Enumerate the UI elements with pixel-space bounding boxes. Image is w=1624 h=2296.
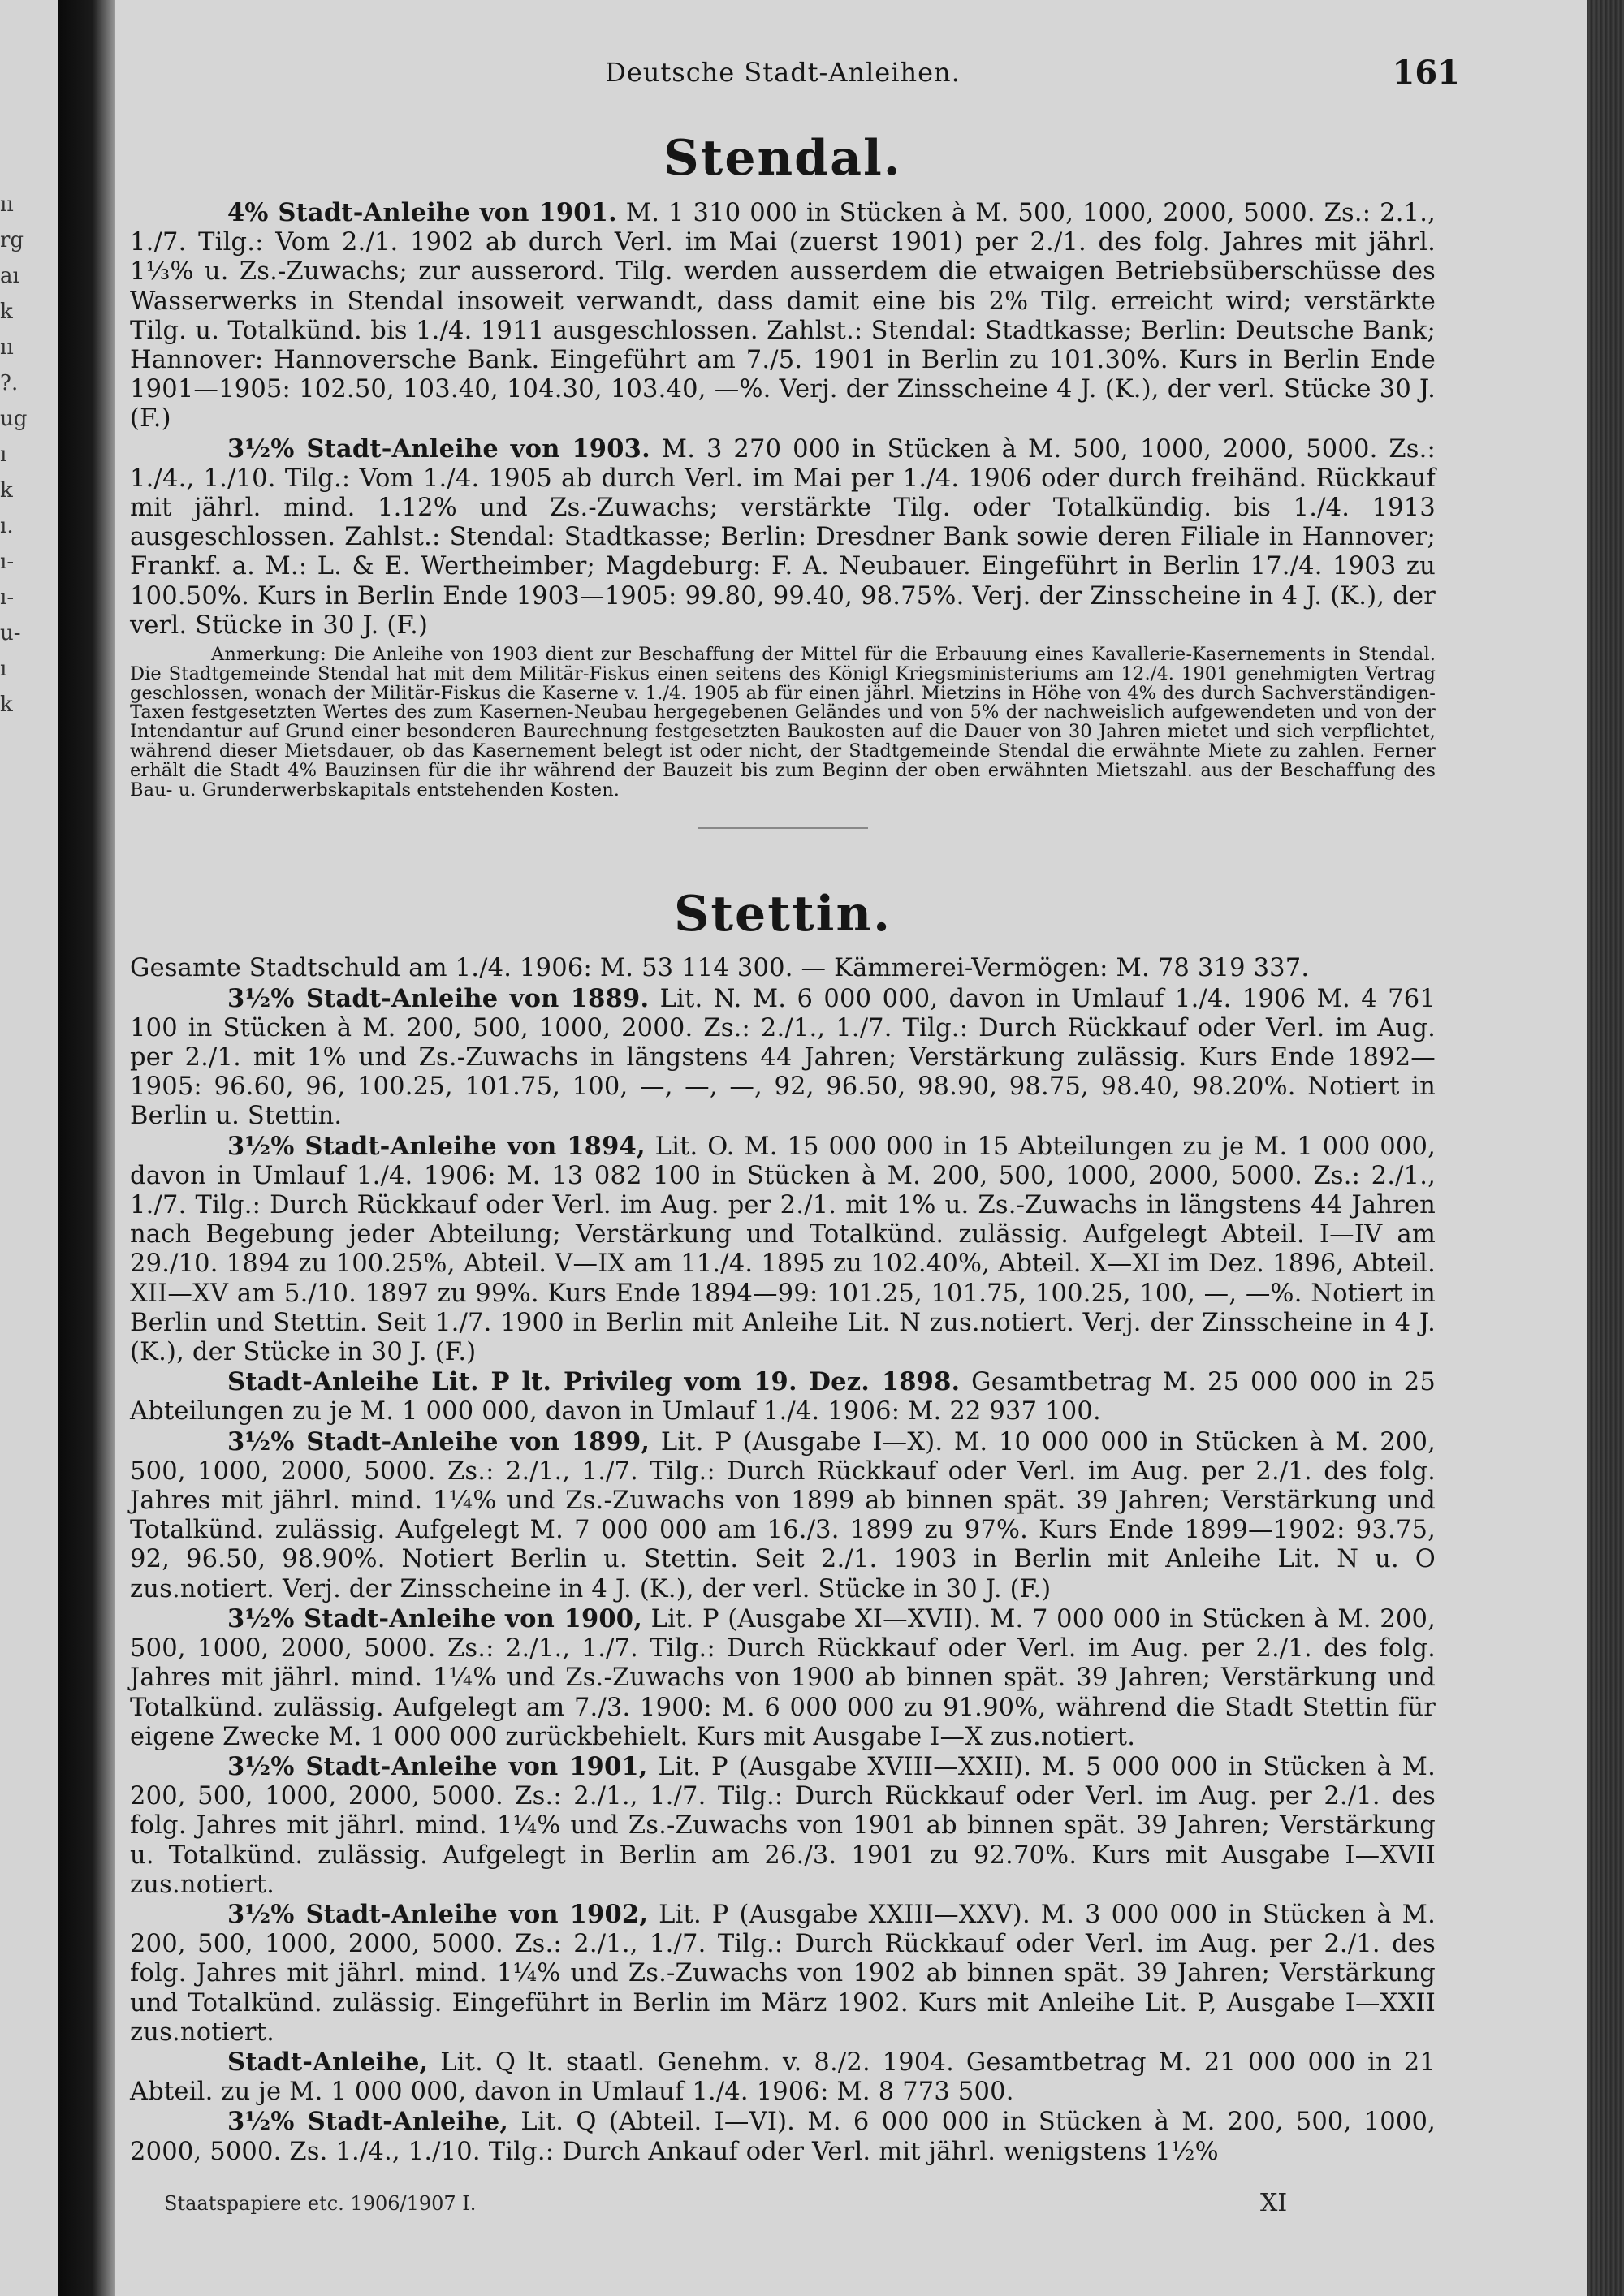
page-content	[130, 54, 1460, 2167]
loan-label: 3½% Stadt-Anleihe von 1894,	[227, 1131, 646, 1161]
loan-label: 3½% Stadt-Anleihe von 1899,	[227, 1426, 650, 1457]
loan-entry	[130, 1604, 1436, 1752]
loan-text: Lit. O. M. 15 000 000 in 15 Abteilungen zu je M. 1 000 000, davon in Umlauf 1./4. 1906: M. 13 082 100 in Stücken à M. 200, 500, 1000, 2000, 5000. Zs.: 2./1., 1./7. Tilg.: Durch Rückkauf oder Verl. im Aug. per 2./1. mit 1% u. Zs.-Zuwachs in längstens 44 Jahren nach Begebung jeder Abteilung; Verstärkung und Totalkünd. zulässig. Aufgelegt Abteil. I—IV am 29./10. 1894 zu 100.25%, Abteil. V—IX am 11./4. 1895 zu 102.40%, Abteil. X—XI im Dez. 1896, Abteil. XII—XV am 5./10. 1897 zu 99%. Kurs Ende 1894—99: 101.25, 101.75, 100.25, 100, —, —%. Notiert in Berlin und Stettin. Seit 1./7. 1900 in Berlin mit Anleihe Lit. N zus.notiert. Verj. der Zinsscheine in 4 J. (K.), der Stücke in 30 J. (F.)	[130, 1132, 1436, 1367]
loan-text: Lit. Q (Abteil. I—VI). M. 6 000 000 in Stücken à M. 200, 500, 1000, 2000, 5000. Zs. 1./4., 1./10. Tilg.: Durch Ankauf oder Verl. mit jährl. wenigstens 1½%	[130, 2108, 1436, 2166]
loan-text: Lit. P (Ausgabe XI—XVII). M. 7 000 000 in Stücken à M. 200, 500, 1000, 2000, 5000. Zs.: 2./1., 1./7. Tilg.: Durch Rückkauf oder Verl. im Aug. per 2./1. des folg. Jahres mit jährl. mind. 1¼% und Zs.-Zuwachs von 1900 ab binnen spät. 39 Jahren; Verstärkung und Totalkünd. zulässig. Aufgelegt am 7./3. 1900: M. 6 000 000 zu 91.90%, während die Stadt Stettin für eigene Zwecke M. 1 000 000 zurückbehielt. Kurs mit Ausgabe I—X zus.notiert.	[130, 1604, 1436, 1751]
book-page	[115, 0, 1587, 2296]
loan-text: M. 1 310 000 in Stücken à M. 500, 1000, 2000, 5000. Zs.: 2.1., 1./7. Tilg.: Vom 2./1. 1902 ab durch Verl. im Mai (zuerst 1901) per 2./1. des folg. Jahres mit jährl. 1⅓% u. Zs.-Zuwachs; zur ausserord. Tilg. werden ausserdem die etwaigen Betriebsüberschüsse des Wasserwerks in Stendal insoweit verwandt, dass damit eine bis 2% Tilg. erreicht wird; verstärkte Tilg. u. Totalkünd. bis 1./4. 1911 ausgeschlossen. Zahlst.: Stendal: Stadtkasse; Berlin: Deutsche Bank; Hannover: Hannoversche Bank. Eingeführt am 7./5. 1901 in Berlin zu 101.30%. Kurs in Berlin Ende 1901—1905: 102.50, 103.40, 104.30, 103.40, —%. Verj. der Zinsscheine 4 J. (K.), der verl. Stücke 30 J. (F.)	[130, 199, 1436, 434]
loan-label: 3½% Stadt-Anleihe von 1902,	[227, 1899, 649, 1929]
loan-label: 3½% Stadt-Anleihe von 1901,	[227, 1751, 648, 1781]
loan-entry	[130, 434, 1436, 641]
city-heading-stendal: Stendal.	[663, 130, 902, 187]
loan-text: M. 3 270 000 in Stücken à M. 500, 1000, 2000, 5000. Zs.: 1./4., 1./10. Tilg.: Vom 1./4. 1905 ab durch Verl. im Mai per 1./4. 1906 oder durch freihänd. Rückkauf mit jährl. mind. 1.12% und Zs.-Zuwachs; verstärkte Tilg. oder Totalkündig. bis 1./4. 1913 ausgeschlossen. Zahlst.: Stendal: Stadtkasse; Berlin: Dresdner Bank sowie deren Filiale in Hannover; Frankf. a. M.: L. & E. Wertheimber; Magdeburg: F. A. Neubauer. Eingeführt in Berlin 17./4. 1903 zu 100.50%. Kurs in Berlin Ende 1903—1905: 99.80, 99.40, 98.75%. Verj. der Zinsscheine in 4 J. (K.), der verl. Stücke in 30 J. (F.)	[130, 434, 1436, 640]
loan-text: Lit. P (Ausgabe XXIII—XXV). M. 3 000 000 in Stücken à M. 200, 500, 1000, 2000, 5000. Zs.: 2./1., 1./7. Tilg.: Durch Rückkauf oder Verl. im Aug. per 2./1. des folg. Jahres mit jährl. mind. 1¼% und Zs.-Zuwachs von 1902 ab binnen spät. 39 Jahren; Verstärkung und Totalkünd. zulässig. Eingeführt in Berlin im März 1902. Kurs mit Anleihe Lit. P, Ausgabe I—XXII zus.notiert.	[130, 1900, 1436, 2047]
loan-label: 3½% Stadt-Anleihe von 1889.	[227, 983, 650, 1013]
running-title: Deutsche Stadt-Anleihen.	[605, 57, 961, 88]
loan-text: Lit. N. M. 6 000 000, davon in Umlauf 1./4. 1906 M. 4 761 100 in Stücken à M. 200, 500, 1000, 2000. Zs.: 2./1., 1./7. Tilg.: Durch Rückkauf oder Verl. im Aug. per 2./1. mit 1% und Zs.-Zuwachs in längstens 44 Jahren; Verstärkung zulässig. Kurs Ende 1892—1905: 96.60, 96, 100.25, 101.75, 100, —, —, —, 92, 96.50, 98.90, 98.75, 98.40, 98.20%. Notiert in Berlin u. Stettin.	[130, 984, 1436, 1131]
loan-entry	[130, 1427, 1436, 1604]
page-stack-edge	[1587, 0, 1624, 2296]
page-footer	[164, 2189, 1415, 2217]
debt-summary: Gesamte Stadtschuld am 1./4. 1906: M. 53 114 300. — Kämmerei-Vermögen: M. 78 319 337.	[130, 954, 1310, 983]
facing-page-fragments: ıı rg aı k ıı ?. ug ı k ı. ı- ı- u- ı k	[0, 192, 28, 717]
loan-label: 3½% Stadt-Anleihe von 1903.	[227, 434, 650, 464]
footnote: Anmerkung: Die Anleihe von 1903 dient zur Beschaffung der Mittel für die Erbauung eines Kavallerie-Kasernements in Stendal. Die Stadtgemeinde Stendal hat mit dem Militär-Fiskus einen seitens des Königl Kriegsministeriums am 12./4. 1901 genehmigten Vertrag geschlossen, wonach der Militär-Fiskus die Kaserne v. 1./4. 1905 ab für einen jährl. Mietzins in Höhe von 4% des durch Sachverständigen-Taxen festgesetzten Wertes des zum Kasernen-Neubau hergegebenen Geländes und von 5% der nachweislich aufgewendeten und von der Intendantur auf Grund einer besonderen Baurechnung festgesetzten Baukosten auf die Dauer von 30 Jahren mietet und sich verpflichtet, während dieser Mietsdauer, ob das Kasernement belegt ist oder nicht, der Stadtgemeinde Stendal die erwähnte Miete zu zahlen. Ferner erhält die Stadt 4% Bauzinsen für die ihr während der Bauzeit bis zum Beginn der oben erwähnten Mietszahl. aus der Beschaffung des Bau- u. Grunderwerbskapitals entstehenden Kosten.	[130, 644, 1436, 801]
loan-label: 4% Stadt-Anleihe von 1901.	[227, 198, 617, 227]
loan-entry	[130, 1132, 1436, 1368]
loan-entry	[130, 1752, 1436, 1900]
loan-label: 3½% Stadt-Anleihe,	[227, 2107, 509, 2137]
loan-text: Lit. P (Ausgabe I—X). M. 10 000 000 in Stücken à M. 200, 500, 1000, 2000, 5000. Zs.: 2./1., 1./7. Tilg.: Durch Rückkauf oder Verl. im Aug. per 2./1. des folg. Jahres mit jährl. mind. 1¼% und Zs.-Zuwachs von 1899 ab binnen spät. 39 Jahren; Verstärkung und Totalkünd. zulässig. Aufgelegt M. 7 000 000 am 16./3. 1899 zu 97%. Kurs Ende 1899—1902: 93.75, 92, 96.50, 98.90%. Notiert Berlin u. Stettin. Seit 2./1. 1903 in Berlin mit Anleihe Lit. N u. O zus.notiert. Verj. der Zinsscheine in 4 J. (K.), der verl. Stücke in 30 J. (F.)	[130, 1427, 1436, 1603]
loan-text: Gesamtbetrag M. 25 000 000 in 25 Abteilungen zu je M. 1 000 000, davon in Umlauf 1./4. 1906: M. 22 937 100.	[130, 1368, 1436, 1426]
loan-entry	[130, 2048, 1436, 2107]
book-gutter	[58, 0, 115, 2296]
loan-text: Lit. Q lt. staatl. Genehm. v. 8./2. 1904. Gesamtbetrag M. 21 000 000 in 21 Abteil. zu je M. 1 000 000, davon in Umlauf 1./4. 1906: M. 8 773 500.	[130, 2048, 1436, 2107]
signature-mark: XI	[1260, 2189, 1288, 2217]
loan-label: Stadt-Anleihe,	[227, 2047, 429, 2077]
loan-text: Lit. P (Ausgabe XVIII—XXII). M. 5 000 000 in Stücken à M. 200, 500, 1000, 2000, 5000. Zs.: 2./1., 1./7. Tilg.: Durch Rückkauf oder Verl. im Aug. per 2./1. des folg. Jahres mit jährl. mind. 1¼% und Zs.-Zuwachs von 1901 ab binnen spät. 39 Jahren; Verstärkung u. Totalkünd. zulässig. Aufgelegt in Berlin am 26./3. 1901 zu 92.70%. Kurs mit Ausgabe I—XVII zus.notiert.	[130, 1752, 1436, 1899]
loan-entry	[130, 984, 1436, 1132]
section-separator	[698, 827, 868, 829]
city-heading-stettin: Stettin.	[674, 886, 892, 943]
loan-entry	[130, 2107, 1436, 2166]
loan-label: 3½% Stadt-Anleihe von 1900,	[227, 1603, 643, 1634]
page-number: 161	[1392, 54, 1460, 92]
loan-label: Stadt-Anleihe Lit. P lt. Privileg vom 19. Dez. 1898.	[227, 1367, 961, 1397]
loan-entry	[130, 1367, 1436, 1426]
running-head	[130, 54, 1460, 106]
loan-entry	[130, 198, 1436, 434]
footer-imprint: Staatspapiere etc. 1906/1907 I.	[164, 2192, 477, 2215]
loan-entry	[130, 1900, 1436, 2048]
facing-page-edge	[0, 0, 58, 2296]
